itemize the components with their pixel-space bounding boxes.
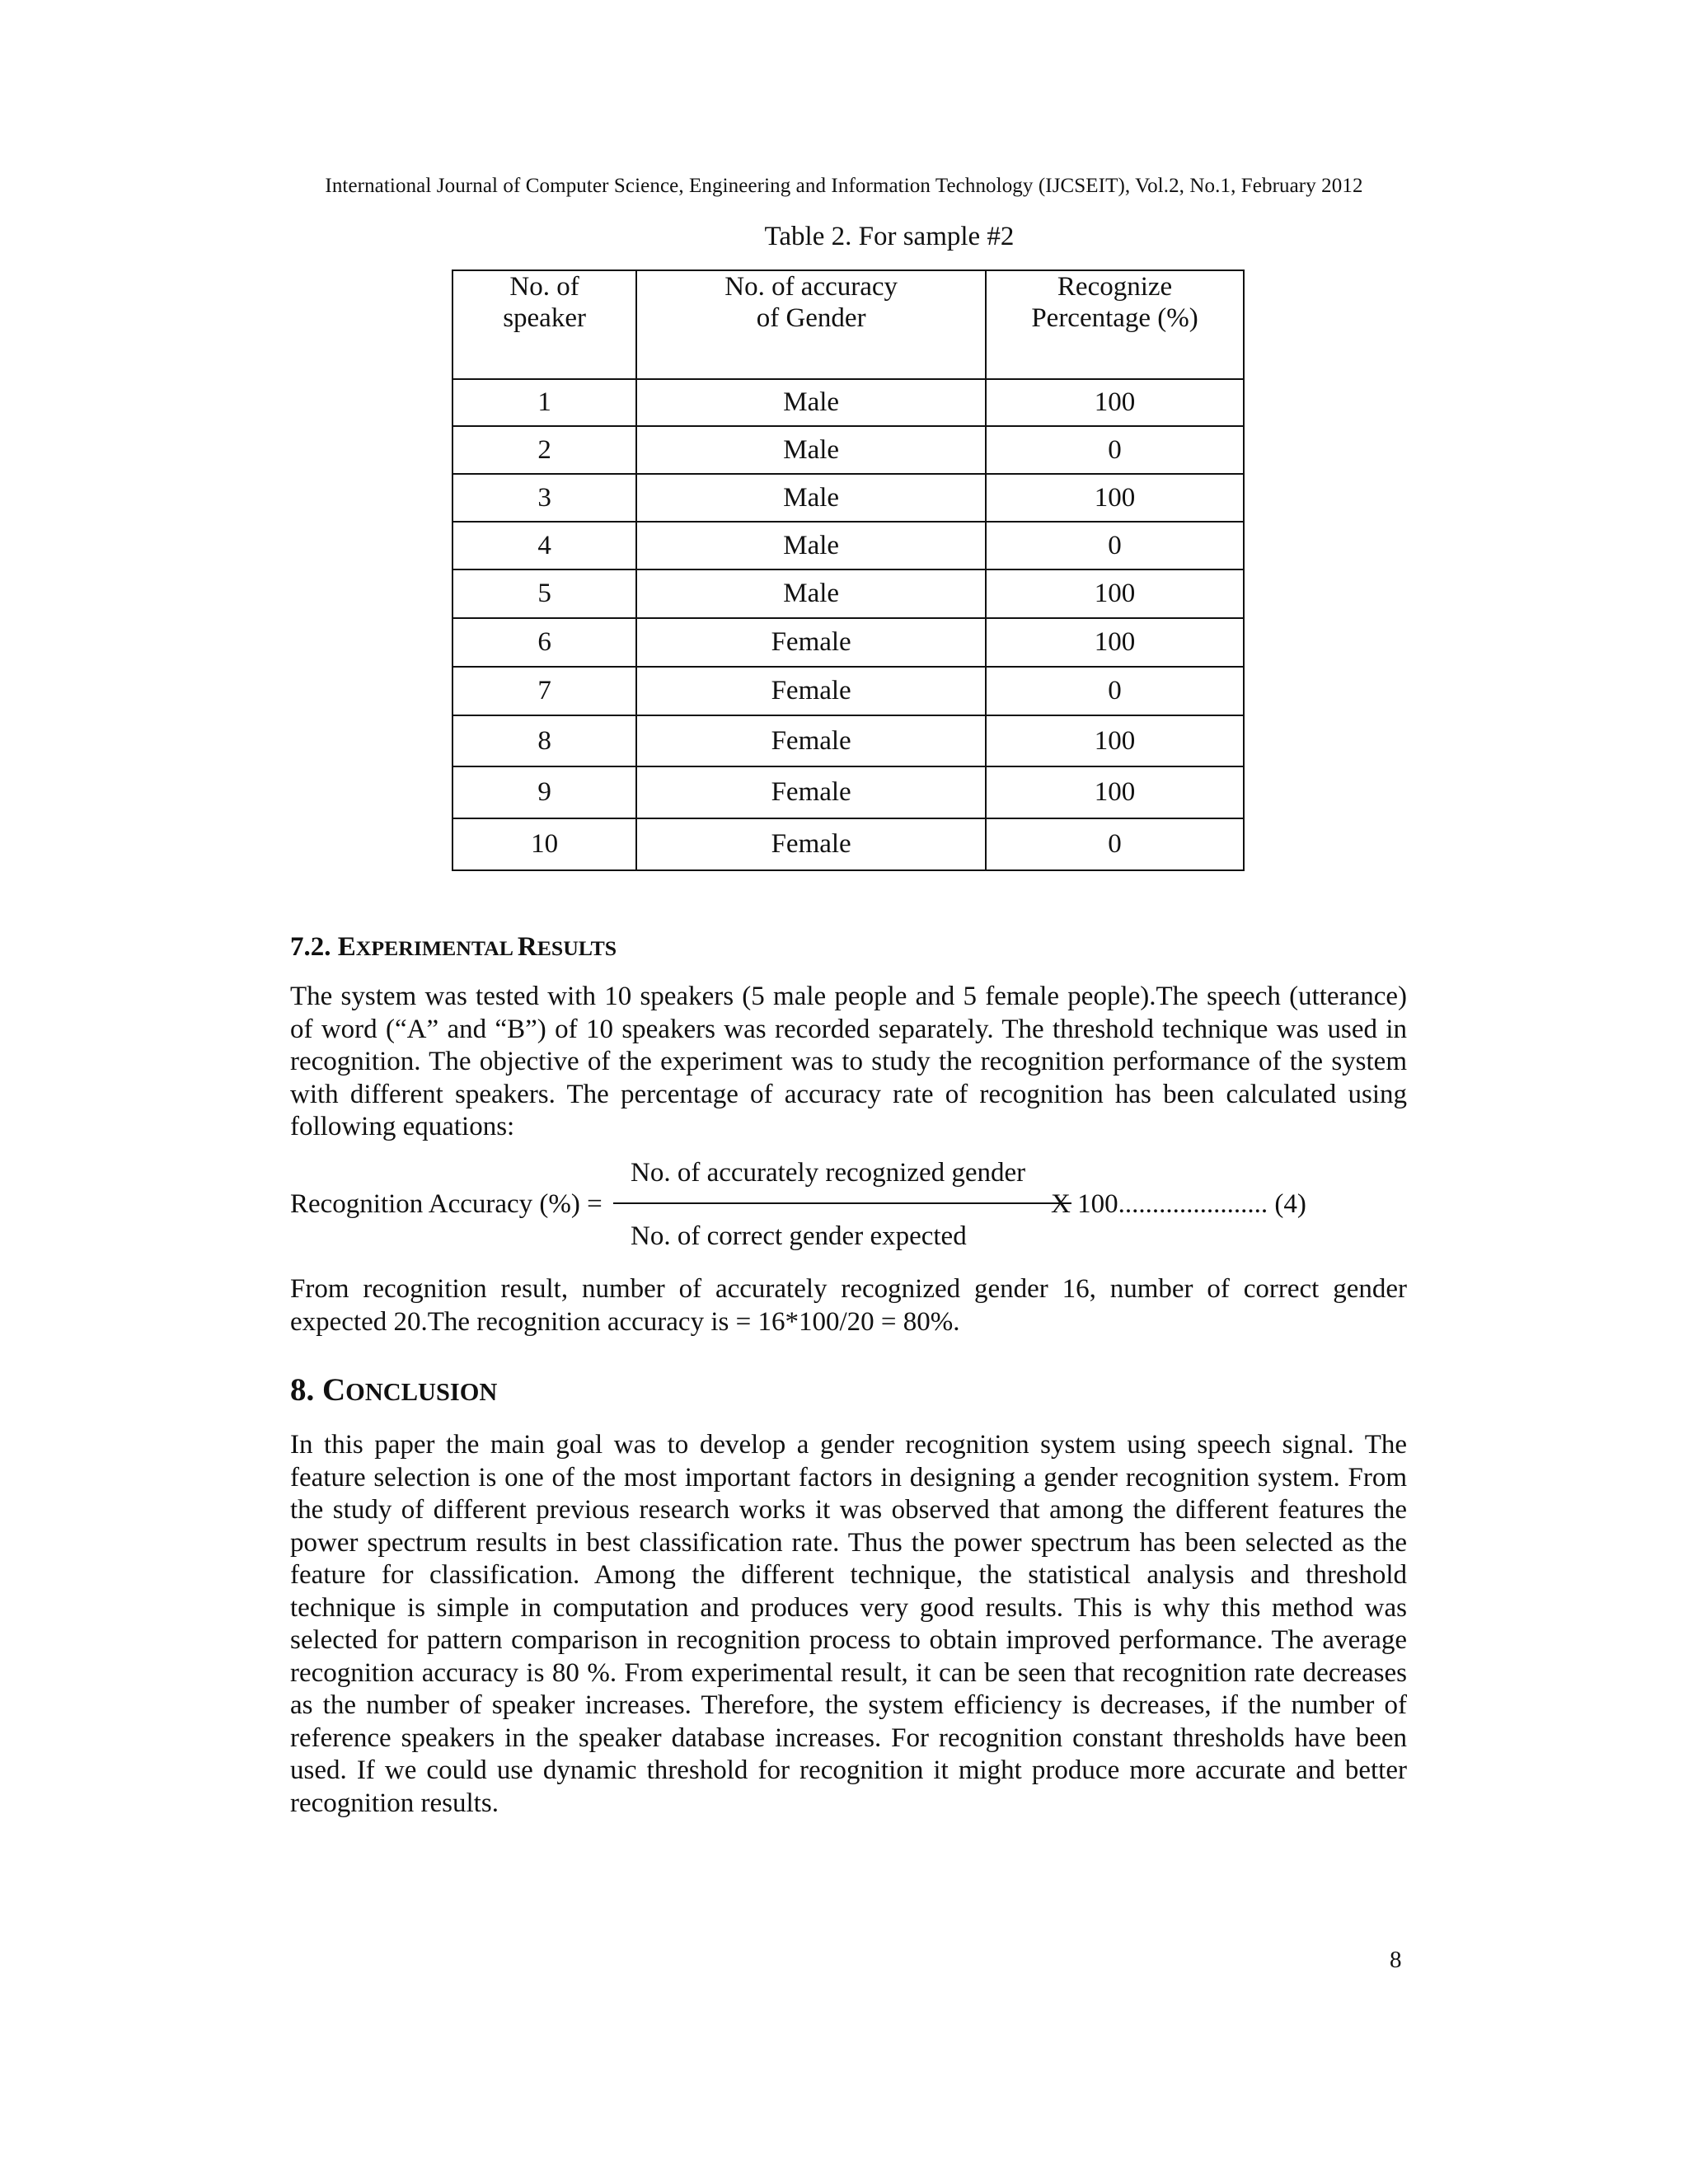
cell-speaker: 7 — [452, 667, 636, 715]
experimental-results-paragraph: The system was tested with 10 speakers (5 male people and 5 female people).The speech (utterance) of word (“A” and “B”) of 10 speakers was recorded separately. The threshold technique was used in recognition. The objective of the experiment was to study the recognition performance of the system with different speakers. The percentage of accuracy rate of recognition has been calculated using following equations: — [290, 982, 1407, 1141]
cell-percentage: 100 — [986, 715, 1244, 766]
header-speaker-line1: No. of — [509, 272, 579, 302]
header-percentage — [986, 270, 1244, 379]
table-row — [452, 766, 1244, 818]
cell-percentage: 0 — [986, 818, 1244, 870]
cell-percentage: 100 — [986, 618, 1244, 667]
cell-gender: Male — [636, 426, 986, 474]
heading-smallcaps: ESULTS — [537, 936, 617, 960]
conclusion-paragraph: In this paper the main goal was to develop a gender recognition system using speech signal. The feature selection is one of the most important factors in designing a gender recognition system. From the study of different previous research works it was observed that among the different features the power spectrum results in best classification rate. Thus the power spectrum has been selected as the feature for classification. Among the different technique, the statistical analysis and threshold technique is simple in computation and produces very good results. This is why this method was selected for pattern comparison in recognition process to obtain improved performance. The average recognition accuracy is 80 %. From experimental result, it can be seen that recognition rate decreases as the number of speaker increases. Therefore, the system efficiency is decreases, if the number of reference speakers in the speaker database increases. For recognition constant thresholds have been used. If we could use dynamic threshold for recognition it might produce more accurate and better recognition results. — [290, 1430, 1407, 1818]
cell-gender: Male — [636, 522, 986, 569]
section-heading-experimental-results — [290, 932, 617, 963]
cell-percentage: 0 — [986, 667, 1244, 715]
header-percentage-line2: Percentage (%) — [1031, 303, 1198, 333]
equation-rhs: X 100...................... (4) — [1051, 1189, 1306, 1219]
cell-gender: Female — [636, 715, 986, 766]
equation-numerator: No. of accurately recognized gender — [631, 1158, 1026, 1188]
cell-percentage: 100 — [986, 569, 1244, 618]
cell-speaker: 10 — [452, 818, 636, 870]
header-gender-line1: No. of accuracy — [724, 272, 898, 302]
header-gender — [636, 270, 986, 379]
section-heading-conclusion — [290, 1371, 497, 1408]
cell-gender: Male — [636, 379, 986, 426]
cell-speaker: 4 — [452, 522, 636, 569]
heading-initial: C — [322, 1372, 346, 1408]
table-row — [452, 618, 1244, 667]
equation-lhs: Recognition Accuracy (%) = — [290, 1189, 603, 1219]
table-header-row — [452, 270, 1244, 379]
cell-gender: Female — [636, 618, 986, 667]
heading-smallcaps: ONCLUSION — [345, 1378, 498, 1406]
table-row — [452, 667, 1244, 715]
section-number: 8. — [290, 1372, 322, 1408]
table-row — [452, 715, 1244, 766]
cell-percentage: 100 — [986, 766, 1244, 818]
cell-speaker: 6 — [452, 618, 636, 667]
cell-percentage: 100 — [986, 474, 1244, 522]
cell-percentage: 100 — [986, 379, 1244, 426]
cell-percentage: 0 — [986, 426, 1244, 474]
result-paragraph: From recognition result, number of accurately recognized gender 16, number of correct gender expected 20.The recognition accuracy is = 16*100/20 = 80%. — [290, 1274, 1407, 1337]
results-table — [452, 269, 1245, 871]
cell-speaker: 3 — [452, 474, 636, 522]
cell-gender: Male — [636, 569, 986, 618]
table-row — [452, 474, 1244, 522]
cell-percentage: 0 — [986, 522, 1244, 569]
fraction-bar — [613, 1202, 1071, 1204]
header-gender-line2: of Gender — [756, 303, 866, 333]
section-number: 7.2. — [290, 932, 338, 962]
equation-denominator: No. of correct gender expected — [631, 1221, 967, 1251]
header-speaker-line2: speaker — [503, 303, 586, 333]
cell-gender: Female — [636, 818, 986, 870]
header-percentage-line1: Recognize — [1057, 272, 1173, 302]
heading-smallcaps: XPERIMENTAL — [355, 936, 518, 960]
table-row — [452, 569, 1244, 618]
cell-speaker: 5 — [452, 569, 636, 618]
cell-speaker: 8 — [452, 715, 636, 766]
cell-speaker: 1 — [452, 379, 636, 426]
cell-speaker: 2 — [452, 426, 636, 474]
cell-gender: Female — [636, 766, 986, 818]
running-header: International Journal of Computer Science, Engineering and Information Technology (IJCSEIT), Vol.2, No.1, February 2012 — [325, 175, 1363, 197]
cell-gender: Male — [636, 474, 986, 522]
table-caption: Table 2. For sample #2 — [764, 222, 1015, 251]
table-row — [452, 818, 1244, 870]
table-row — [452, 522, 1244, 569]
table-row — [452, 379, 1244, 426]
header-speaker — [452, 270, 636, 379]
heading-initial: E — [337, 932, 356, 962]
cell-speaker: 9 — [452, 766, 636, 818]
table-row — [452, 426, 1244, 474]
heading-initial: R — [517, 932, 537, 962]
cell-gender: Female — [636, 667, 986, 715]
page-number: 8 — [1390, 1947, 1402, 1973]
